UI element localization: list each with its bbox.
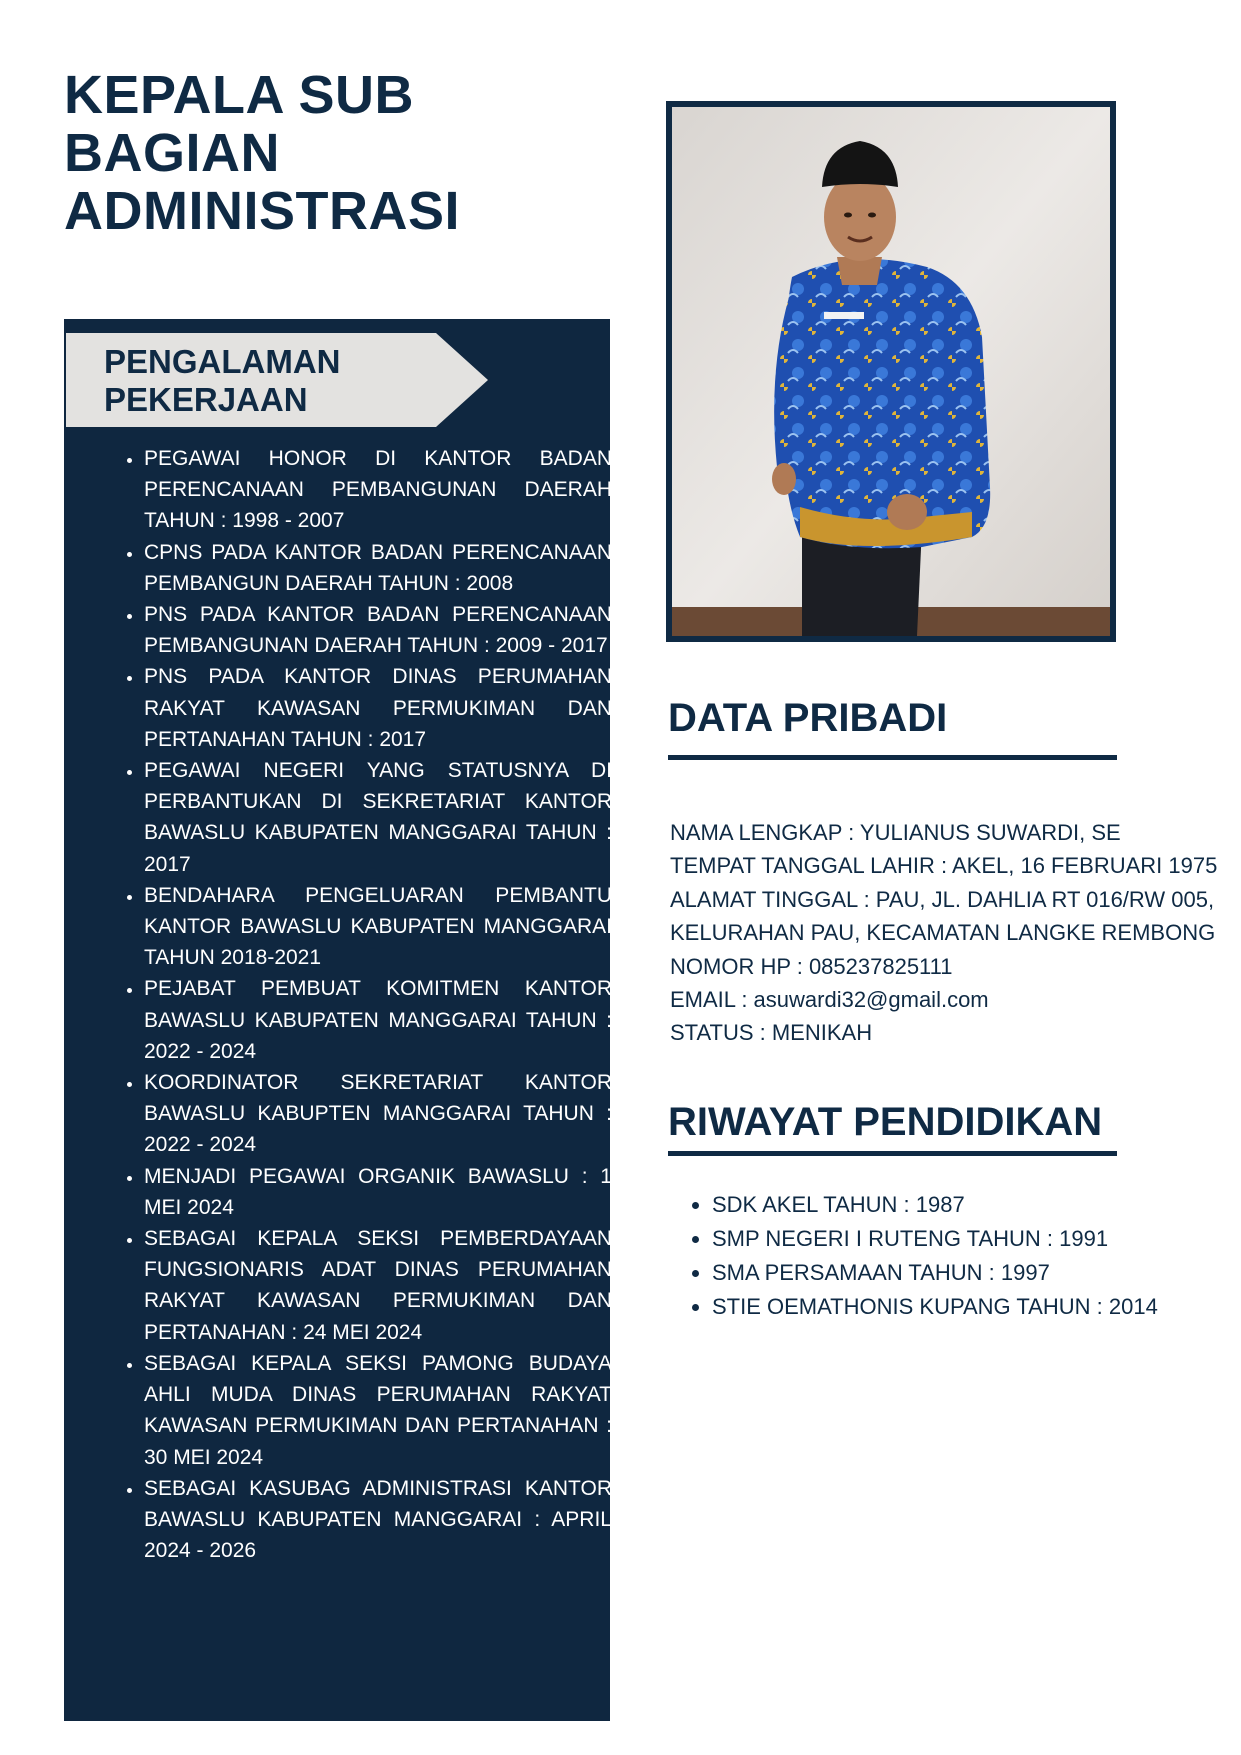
education-item: • SMP NEGERI I RUTENG TAHUN : 1991: [712, 1222, 1212, 1256]
education-heading: RIWAYAT PENDIDIKAN: [668, 1100, 1103, 1144]
work-experience-item: • KOORDINATOR SEKRETARIAT KANTOR BAWASLU KABUPTEN MANGGARAI TAHUN : 2022 - 2024: [144, 1067, 612, 1161]
work-experience-item: • PNS PADA KANTOR BADAN PERENCANAAN PEMBANGUNAN DAERAH TAHUN : 2009 - 2017: [144, 599, 612, 661]
personal-data-divider: [668, 755, 1117, 760]
work-experience-item: • MENJADI PEGAWAI ORGANIK BAWASLU : 1 MEI 2024: [144, 1161, 612, 1223]
profile-photo: [666, 101, 1116, 642]
work-experience-item: • PEGAWAI HONOR DI KANTOR BADAN PERENCANAAN PEMBANGUNAN DAERAH TAHUN : 1998 - 2007: [144, 443, 612, 537]
section-banner: [66, 333, 488, 427]
phone-line: NOMOR HP : 085237825111: [670, 953, 953, 979]
page-title: KEPALA SUB BAGIAN ADMINISTRASI: [64, 65, 460, 241]
work-experience-item: • SEBAGAI KASUBAG ADMINISTRASI KANTOR BAWASLU KABUPATEN MANGGARAI : APRIL 2024 - 2026: [144, 1473, 612, 1567]
work-experience-item: • SEBAGAI KEPALA SEKSI PEMBERDAYAAN FUNGSIONARIS ADAT DINAS PERUMAHAN RAKYAT KAWASAN PERMUKIMAN DAN PERTANAHAN : 24 MEI 2024: [144, 1223, 612, 1348]
address-line-2: KELURAHAN PAU, KECAMATAN LANGKE REMBONG: [670, 920, 1216, 946]
personal-data-block: [670, 816, 1230, 1050]
address-line-1: ALAMAT TINGGAL : PAU, JL. DAHLIA RT 016/RW 005,: [670, 886, 1215, 912]
work-experience-panel: [64, 319, 610, 1721]
person-portrait-image: [672, 107, 1110, 636]
work-experience-item: • SEBAGAI KEPALA SEKSI PAMONG BUDAYA AHLI MUDA DINAS PERUMAHAN RAKYAT KAWASAN PERMUKIMAN DAN PERTANAHAN : 30 MEI 2024: [144, 1348, 612, 1473]
education-item: • SMA PERSAMAAN TAHUN : 1997: [712, 1256, 1212, 1290]
personal-data-heading: DATA PRIBADI: [668, 696, 948, 740]
education-item: • SDK AKEL TAHUN : 1987: [712, 1188, 1212, 1222]
marital-status-line: STATUS : MENIKAH: [670, 1020, 873, 1046]
work-experience-list: [122, 443, 612, 1566]
full-name-line: NAMA LENGKAP : YULIANUS SUWARDI, SE: [670, 820, 1121, 845]
email-line: EMAIL : asuwardi32@gmail.com: [670, 987, 989, 1013]
work-experience-item: • BENDAHARA PENGELUARAN PEMBANTU KANTOR BAWASLU KABUPATEN MANGGARAI TAHUN 2018-2021: [144, 880, 612, 974]
education-list: [690, 1188, 1212, 1324]
work-experience-item: • PEGAWAI NEGERI YANG STATUSNYA DI PERBANTUKAN DI SEKRETARIAT KANTOR BAWASLU KABUPATEN MANGGARAI TAHUN : 2017: [144, 755, 612, 880]
work-experience-item: • CPNS PADA KANTOR BADAN PERENCANAAN PEMBANGUN DAERAH TAHUN : 2008: [144, 537, 612, 599]
work-experience-item: • PNS PADA KANTOR DINAS PERUMAHAN RAKYAT KAWASAN PERMUKIMAN DAN PERTANAHAN TAHUN : 2017: [144, 661, 612, 755]
birth-line: TEMPAT TANGGAL LAHIR : AKEL, 16 FEBRUARI 1975: [670, 853, 1218, 879]
education-item: • STIE OEMATHONIS KUPANG TAHUN : 2014: [712, 1290, 1212, 1324]
work-experience-item: • PEJABAT PEMBUAT KOMITMEN KANTOR BAWASLU KABUPATEN MANGGARAI TAHUN : 2022 - 2024: [144, 973, 612, 1067]
education-divider: [668, 1151, 1117, 1156]
work-experience-heading: PENGALAMAN PEKERJAAN: [104, 343, 341, 418]
